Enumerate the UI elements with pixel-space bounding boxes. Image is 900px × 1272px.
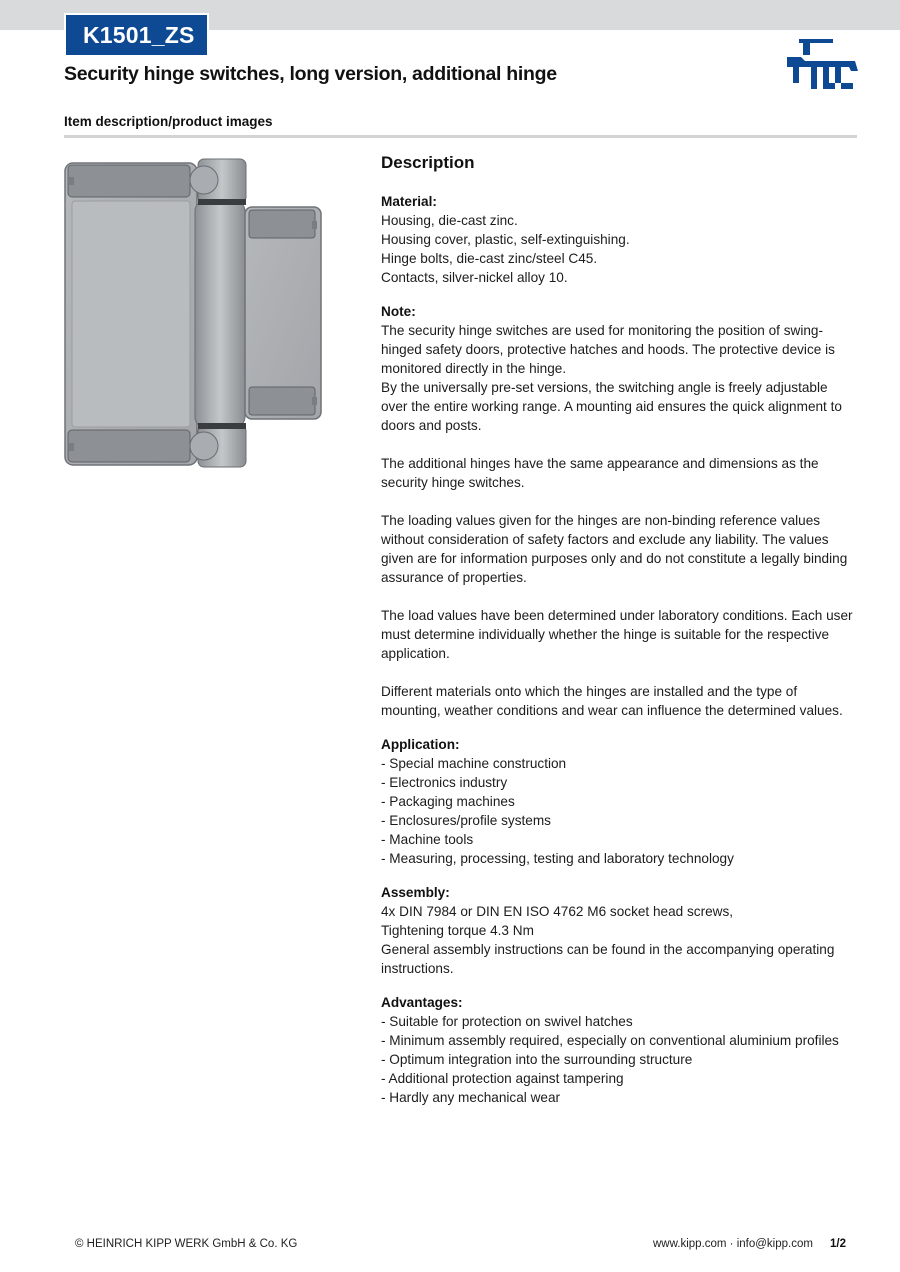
section-divider [64,135,857,138]
advantages-item: - Suitable for protection on swivel hatches [381,1014,633,1029]
description-heading: Description [381,153,475,172]
note-block [381,302,857,720]
note-paragraph: The security hinge switches are used for monitoring the position of swing-hinged safety doors, protective hatches and hoods. The protective device is monitored directly in the hinge. [381,323,835,376]
application-label: Application: [381,737,460,752]
description-section [381,152,857,1122]
material-line: Hinge bolts, die-cast zinc/steel C45. [381,251,598,266]
advantages-item: - Hardly any mechanical wear [381,1090,561,1105]
note-paragraph: The loading values given for the hinges are non-binding reference values without consideration of safety factors and exclude any liability. The values given are for information purposes only and do not constitute a legally binding assurance of properties. [381,513,848,585]
assembly-line: Tightening torque 4.3 Nm [381,923,534,938]
page-title: Security hinge switches, long version, additional hinge [64,63,557,85]
note-paragraph: By the universally pre-set versions, the switching angle is freely adjustable over the entire working range. A mounting aid ensures the quick alignment to doors and posts. [381,380,842,433]
product-code-badge: K1501_ZS [64,13,209,57]
material-label: Material: [381,194,437,209]
application-item: - Packaging machines [381,794,515,809]
material-line: Contacts, silver-nickel alloy 10. [381,270,568,285]
material-block [381,192,857,287]
application-item: - Electronics industry [381,775,508,790]
assembly-line: General assembly instructions can be found in the accompanying operating instructions. [381,942,835,976]
note-paragraph: The load values have been determined under laboratory conditions. Each user must determine individually whether the hinge is suitable for the respective application. [381,608,853,661]
assembly-block [381,883,857,978]
advantages-label: Advantages: [381,995,463,1010]
note-label: Note: [381,304,416,319]
application-item: - Special machine construction [381,756,567,771]
footer-copyright: © HEINRICH KIPP WERK GmbH & Co. KG [75,1238,298,1250]
note-paragraph: Different materials onto which the hinges are installed and the type of mounting, weather conditions and wear can influence the determined values. [381,684,843,718]
material-line: Housing cover, plastic, self-extinguishing. [381,232,630,247]
section-label: Item description/product images [64,114,273,129]
application-block [381,735,857,868]
assembly-label: Assembly: [381,885,450,900]
kipp-logo [785,37,858,91]
application-item: - Enclosures/profile systems [381,813,551,828]
advantages-item: - Minimum assembly required, especially on conventional aluminium profiles [381,1033,839,1048]
advantages-item: - Optimum integration into the surrounding structure [381,1052,693,1067]
advantages-item: - Additional protection against tampering [381,1071,624,1086]
footer-contact[interactable]: www.kipp.com · info@kipp.com [653,1238,813,1250]
page-number: 1/2 [830,1238,846,1250]
note-paragraph: The additional hinges have the same appearance and dimensions as the security hinge switches. [381,456,819,490]
assembly-line: 4x DIN 7984 or DIN EN ISO 4762 M6 socket head screws, [381,904,734,919]
advantages-block [381,993,857,1107]
application-item: - Measuring, processing, testing and laboratory technology [381,851,734,866]
material-line: Housing, die-cast zinc. [381,213,518,228]
security-hinge-image [62,155,326,470]
application-item: - Machine tools [381,832,474,847]
